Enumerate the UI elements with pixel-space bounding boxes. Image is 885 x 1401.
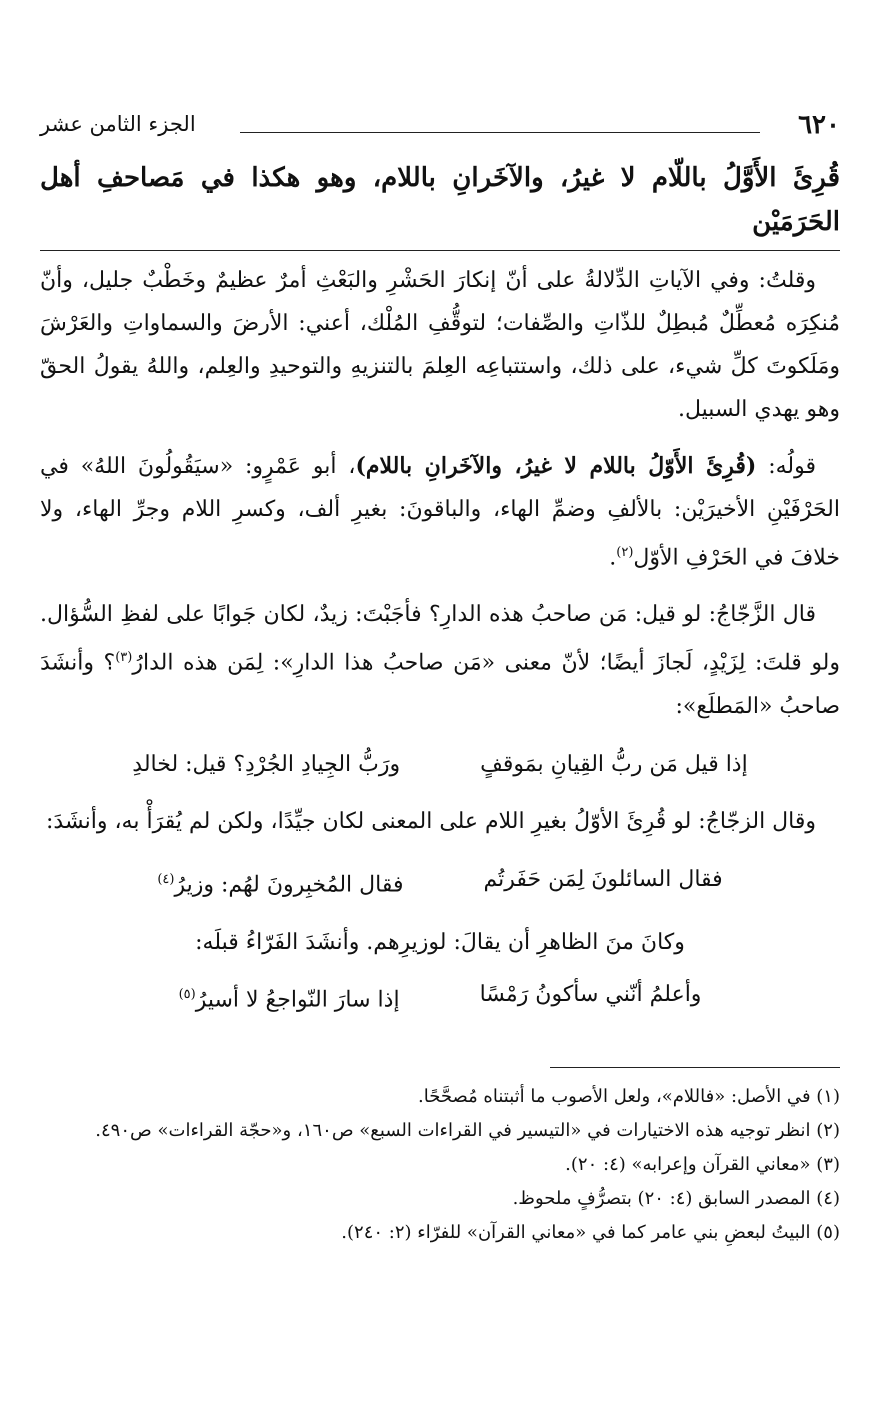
hemistich-right: وأعلمُ أنّني سأكونُ رَمْسًا	[479, 981, 702, 1007]
heading-rule	[40, 250, 840, 251]
hemistich-left-text: فقال المُخبِرونَ لهُم: وزيرُ	[174, 871, 404, 897]
footnote-separator	[550, 1067, 840, 1068]
volume-title: الجزء الثامن عشر	[40, 112, 196, 136]
verse-heading: قُرِئَ الأَوَّلُ باللّام لا غيرُ، والآخَرانِ باللام، وهو هكذا في مَصاحفِ أهل الحَرَمَيْن	[40, 163, 840, 237]
paragraph-3-text: قال الزَّجّاجُ: لو قيل: مَن صاحبُ هذه الدارِ؟ فأجَبْتَ: زيدٌ، لكان جَوابًا على لفظِ السُّؤال. ولو قلتَ: لِزَيْدٍ، لَجازَ أيضًا؛ لأنّ معنى «مَن صاحبُ هذا الدارِ»: لِمَن هذه الدارُ	[40, 602, 841, 676]
poem-verse-1	[40, 742, 840, 788]
paragraph-2-text: ، أبو عَمْرٍو: «سيَقُولُونَ اللهُ» في الحَرْفَيْنِ الأخيرَيْن: بالألفِ وضمِّ الهاء، والباقونَ: بغيرِ ألف، وكسرِ اللام وجرِّ الهاء، ولا خلافَ في الحَرْفِ الأوّل	[40, 454, 840, 571]
hemistich-left	[179, 972, 400, 1023]
footnotes	[40, 1082, 840, 1248]
footnote-ref-4: (٤)	[157, 871, 175, 887]
hemistich-right: إذا قيل مَن ربُّ القِيانِ بمَوقفٍ	[480, 751, 748, 777]
paragraph-3-end: ؟ وأنشَدَ صاحبُ «المَطلَع»:	[40, 650, 840, 719]
footnote-ref-5: (٥)	[178, 986, 196, 1002]
paragraph-2	[40, 445, 840, 579]
poem-verse-2	[40, 857, 840, 908]
centered-line: وكانَ منَ الظاهرِ أن يقالَ: لوزيرِهم. وأنشَدَ الفَرّاءُ قبلَه:	[195, 929, 685, 955]
footnote-5: (٥) البيتُ لبعضِ بني عامر كما في «معاني القرآن» للفرّاء (٢: ٢٤٠).	[341, 1222, 840, 1244]
header-rule	[240, 132, 760, 133]
hemistich-left-text: إذا سارَ النّواجعُ لا أسيرُ	[195, 987, 400, 1013]
page-number: ٦٢٠	[798, 110, 840, 140]
quoted-phrase: (قُرِئَ الأَوّلُ باللام لا غيرُ، والآخَرانِ باللام)	[355, 453, 757, 479]
paragraph-1: وقلتُ: وفي الآياتِ الدِّلالةُ على أنّ إنكارَ الحَشْرِ والبَعْثِ أمرٌ عظيمٌ وخَطْبٌ جليل، وأنّ مُنكِرَه مُعطِّلٌ مُبطِلٌ للذّاتِ والصِّفات؛ لتوقُّفِ المُلْك، أعني: الأرضَ والسماواتِ والعَرْشَ ومَلَكوتَ كلِّ شيء، على ذلك، واستتباعِه العِلمَ بالتنزيهِ والتوحيدِ والعِلم، واللهُ يقولُ الحقّ وهو يهدي السبيل.	[40, 268, 840, 422]
paragraph-2-end: .	[609, 545, 617, 571]
footnote-ref-3: (٣)	[115, 650, 133, 666]
running-header	[40, 110, 840, 144]
footnote-ref-2: (٢)	[616, 545, 634, 560]
footnote-4: (٤) المصدر السابق (٤: ٢٠) بتصرُّفٍ ملحوظ.	[512, 1188, 840, 1210]
page	[40, 110, 840, 1252]
paragraph-3	[40, 593, 840, 727]
footnote-1: (١) في الأصل: «فاللام»، ولعل الأصوب ما أثبتناه مُصحَّحًا.	[418, 1086, 840, 1108]
poem-verse-3	[40, 972, 840, 1023]
paragraph-2-lead: قولُه:	[756, 454, 816, 479]
hemistich-left: ورَبُّ الجِيادِ الجُرْدِ؟ قيل: لخالدِ	[132, 751, 401, 777]
paragraph-4: وقال الزجّاجُ: لو قُرِئَ الأوّلُ بغيرِ اللام على المعنى لكان جيِّدًا، ولكن لم يُقرَأْ به، وأنشَدَ:	[46, 808, 816, 834]
footnote-3: (٣) «معاني القرآن وإعرابه» (٤: ٢٠).	[565, 1154, 840, 1176]
hemistich-right: فقال السائلونَ لِمَن حَفَرتُم	[483, 866, 723, 892]
footnote-2: (٢) انظر توجيه هذه الاختيارات في «التيسير في القراءات السبع» ص١٦٠، و«حجّة القراءات» ص٤٩٠.	[95, 1120, 840, 1142]
hemistich-left	[157, 857, 403, 908]
